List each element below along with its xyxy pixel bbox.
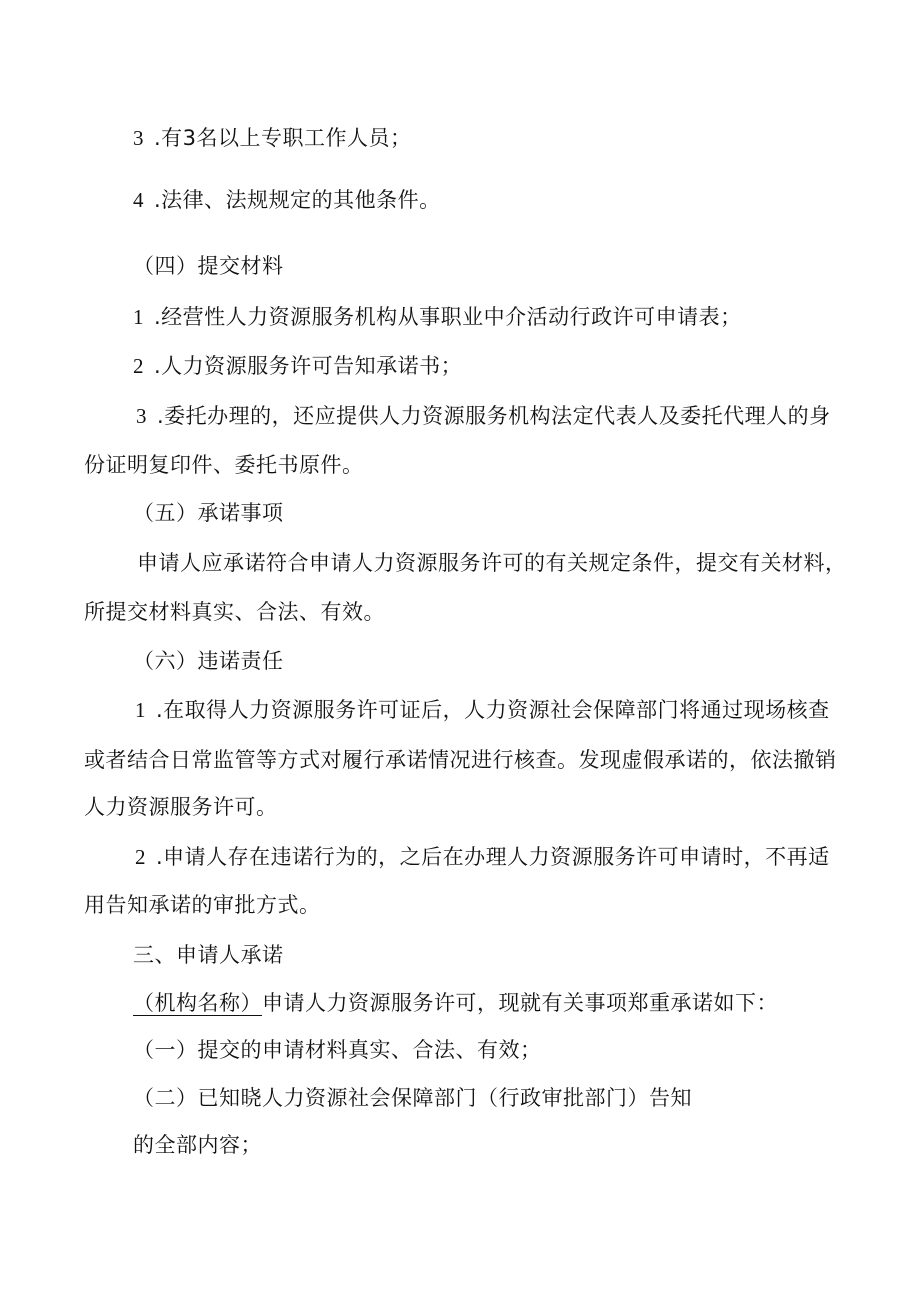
section-heading	[133, 252, 284, 280]
item-number: 1	[135, 698, 146, 722]
text-line	[133, 186, 441, 214]
text-line	[84, 746, 837, 774]
line-text: .申请人存在违诺行为的，之后在办理人力资源服务许可申请时，不再适	[156, 845, 830, 869]
line-text: 用告知承诺的审批方式。	[84, 893, 321, 917]
line-text: 所提交材料真实、合法、有效。	[84, 600, 385, 624]
line-text: .经营性人力资源服务机构从事职业中介活动行政许可申请表；	[154, 305, 742, 329]
text-line	[136, 402, 831, 430]
line-text: 三、申请人承诺	[133, 943, 284, 967]
line-text: （二）已知晓人力资源社会保障部门（行政审批部门）告知	[133, 1086, 692, 1110]
line-text: （六）违诺责任	[133, 649, 284, 673]
line-text: 的全部内容；	[133, 1133, 262, 1157]
text-line	[84, 598, 385, 626]
text-line	[133, 1084, 692, 1112]
text-line	[137, 549, 847, 577]
text-line	[135, 843, 830, 871]
text-line	[133, 303, 742, 331]
item-number: 3	[133, 126, 144, 150]
line-text: （五）承诺事项	[133, 501, 284, 525]
text-line	[135, 696, 830, 724]
text-line	[133, 1036, 542, 1064]
text-line	[84, 793, 278, 821]
text-line	[133, 352, 462, 380]
text-line	[133, 124, 412, 152]
item-number: 4	[133, 188, 144, 212]
text-line	[84, 451, 364, 479]
line-text: 申请人应承诺符合申请人力资源服务许可的有关规定条件，提交有关材料，	[137, 551, 847, 575]
line-text: .在取得人力资源服务许可证后，人力资源社会保障部门将通过现场核查	[156, 698, 830, 722]
line-text: .法律、法规规定的其他条件。	[154, 188, 441, 212]
text-line	[133, 1131, 262, 1159]
line-text: .人力资源服务许可告知承诺书；	[154, 354, 463, 378]
item-number: 2	[135, 845, 146, 869]
organization-name-blank: （机构名称）	[133, 991, 262, 1015]
section-heading	[133, 647, 284, 675]
line-text: （四）提交材料	[133, 254, 284, 278]
text-line	[133, 989, 778, 1017]
item-number: 1	[133, 305, 144, 329]
item-number: 3	[136, 404, 147, 428]
line-text: 申请人力资源服务许可，现就有关事项郑重承诺如下：	[262, 991, 778, 1015]
item-number: 2	[133, 354, 144, 378]
line-text: 份证明复印件、委托书原件。	[84, 453, 364, 477]
line-text: 或者结合日常监管等方式对履行承诺情况进行核查。发现虚假承诺的，依法撤销	[84, 748, 837, 772]
line-text: .委托办理的，还应提供人力资源服务机构法定代表人及委托代理人的身	[157, 404, 831, 428]
section-heading	[133, 941, 284, 969]
line-text: （一）提交的申请材料真实、合法、有效；	[133, 1038, 542, 1062]
line-text: .有3名以上专职工作人员；	[154, 126, 412, 150]
section-heading	[133, 499, 284, 527]
line-text: 人力资源服务许可。	[84, 795, 278, 819]
text-line	[84, 891, 321, 919]
